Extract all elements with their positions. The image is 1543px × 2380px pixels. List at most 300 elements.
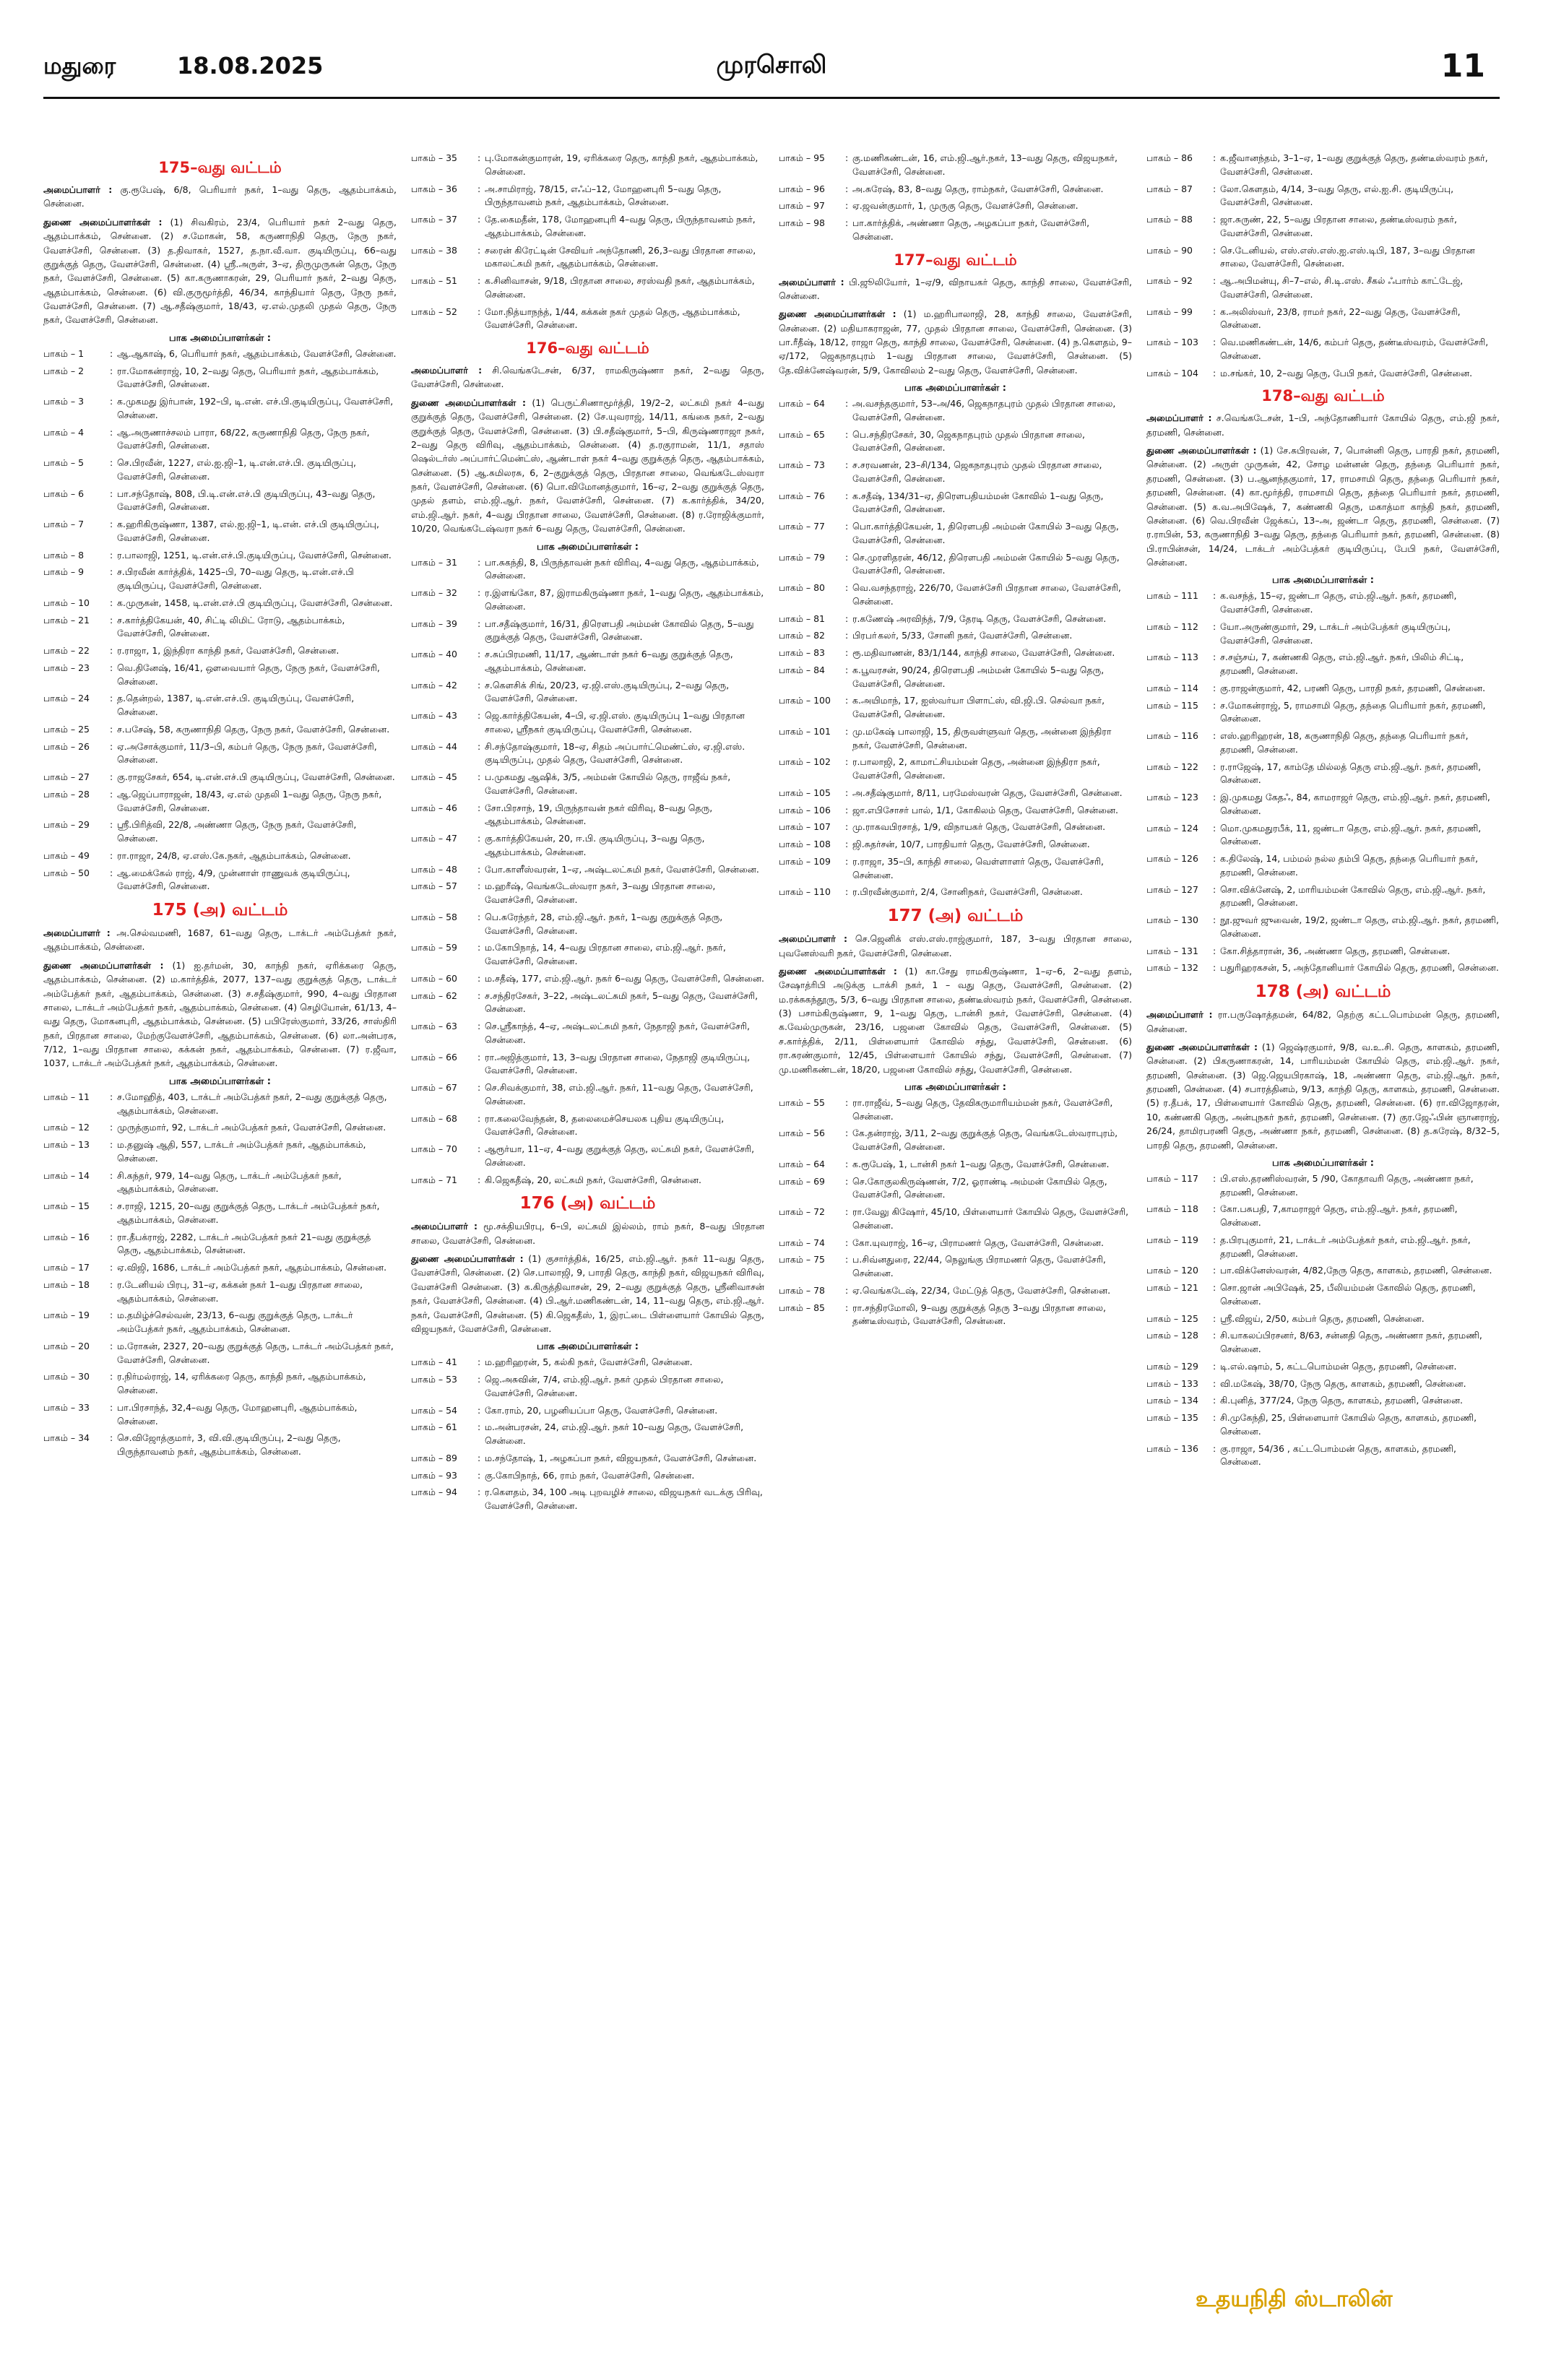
part-name-address: க.திலேஷ், 14, பம்மல் நல்ல தம்பி தெரு, தந்தை பெரியார் நகர், தரமணி, சென்னை. (1220, 853, 1479, 878)
part-row (1146, 1234, 1500, 1261)
part-row (411, 880, 764, 907)
part-label: பாகம் – 31 (411, 556, 457, 568)
part-label: பாகம் – 82 (779, 630, 825, 641)
part-label: பாகம் – 36 (411, 183, 457, 194)
colon: : (110, 519, 113, 529)
entry-text: (1) ஜெஷ்ரகுமார், 9/8, வ.உ.சி. தெரு, காளகம், தரமணி, சென்னை. (2) பிகருணாகரன், 14, பாரியம்மன் கோயில் தெரு, எம்.ஜி.ஆர். நகர், தரமணி, சென்னை. (3) ஜெ.ஜெயபிரகாஷ், 18, அண்ணா தெரு, எம்.ஜி.ஆர். நகர், தரமணி, சென்னை. (4) சபாரத்தினம், 9/13, காந்தி தெரு, காளகம், தரமணி, சென்னை. (5) ர.தீபக், 17, பிள்ளையார் கோவில் தெரு, தரமணி, சென்னை. (6) ரா.விஜோதரன், 10, கண்ணகி தெரு, அன்புநகர் நகர், தரமணி, சென்னை. (7) குர.ஜேஃபின் ஞானராஜ், 26/24, தாமிரபரணி தெரு, அண்ணா நகர், தரமணி, சென்னை. (8) த.சுரேஷ், 8/32–5, பாரதி தெரு, தரமணி, சென்னை. (1146, 1041, 1500, 1151)
colon: : (477, 1374, 481, 1385)
part-label: பாகம் – 92 (1146, 275, 1193, 286)
part-label: பாகம் – 130 (1146, 914, 1198, 926)
colon: : (845, 725, 849, 737)
colon: : (845, 152, 849, 163)
colon: : (477, 1112, 481, 1124)
part-row (779, 804, 1132, 818)
part-row (411, 274, 764, 302)
part-label: பாகம் – 16 (43, 1231, 90, 1242)
colon: : (845, 664, 849, 675)
part-label: பாகம் – 48 (411, 863, 457, 875)
colon: : (1213, 822, 1216, 834)
colon: : (477, 679, 481, 691)
part-name-address: வி.மகேஷ், 38/70, நேரு தெரு, காளகம், தரமணி, சென்னை. (1220, 1377, 1466, 1389)
part-label: பாகம் – 35 (411, 152, 457, 163)
colon: : (110, 1262, 113, 1273)
entry-text: அ.செல்வமணி, 1687, 61–வது தெரு, டாக்டர் அம்பேத்கர் நகர், ஆதம்பாக்கம், சென்னை. (43, 927, 397, 953)
organizer-entry (411, 363, 764, 391)
part-label: பாகம் – 81 (779, 613, 825, 624)
colon: : (477, 618, 481, 629)
part-row (43, 1432, 397, 1459)
part-label: பாகம் – 97 (779, 200, 825, 212)
part-row (43, 1138, 397, 1166)
colon: : (845, 200, 849, 212)
part-name-address: ஆ.ஆகாஷ், 6, பெரியார் நகர், ஆதம்பாக்கம், வேளச்சேரி, சென்னை. (117, 347, 397, 359)
colon: : (110, 1200, 113, 1211)
part-name-address: ஜெ.கார்த்திகேயன், 4–பி, ஏ.ஜி.எஸ். குடியிருப்பு 1–வது பிரதான சாலை, ஸ்ரீநகர் குடியிருப்பு, வேளச்சேரி, சென்னை. (485, 710, 745, 735)
part-label: பாகம் – 70 (411, 1143, 457, 1154)
colon: : (845, 821, 849, 833)
part-row (411, 1174, 764, 1187)
part-name-address: இ.முகமது கேதஃ, 84, காமராஜர் தெரு, எம்.ஜி.ஆர். நகர், தரமணி, சென்னை. (1220, 792, 1490, 816)
part-row (1146, 682, 1500, 696)
part-row (779, 520, 1132, 548)
part-label: பாகம் – 112 (1146, 620, 1198, 632)
part-row (43, 771, 397, 784)
part-label: பாகம் – 21 (43, 614, 90, 626)
part-name-address: ரா.சந்திரமோலி, 9–வது குறுக்குத் தெரு 3–வது பிரதான சாலை, தண்டீஸ்வரம், வேளச்சேரி, சென்னை. (852, 1302, 1107, 1327)
part-name-address: முருத்குமார், 92, டாக்டர் அம்பேத்கர் நகர், வேளச்சேரி, சென்னை. (117, 1122, 386, 1133)
part-label: பாகம் – 94 (411, 1487, 457, 1498)
part-label: பாகம் – 124 (1146, 822, 1198, 834)
signature: உதயநிதி ஸ்டாலின் (1196, 2286, 1393, 2312)
colon: : (477, 740, 481, 752)
colon: : (477, 880, 481, 892)
entry-label: துணை அமைப்பாளர்கள் : (779, 965, 897, 977)
deputy-organizers-entry (43, 215, 397, 327)
part-row (411, 709, 764, 737)
part-row (43, 456, 397, 484)
colon: : (845, 521, 849, 532)
colon: : (477, 1487, 481, 1498)
column-3 (779, 152, 1132, 2333)
part-row (411, 802, 764, 829)
part-row (411, 1373, 764, 1401)
part-label: பாகம் – 4 (43, 426, 85, 438)
entry-text: (1) ம.ஹரிபாலாஜி, 28, காந்தி சாலை, வேளச்சேரி, சென்னை. (2) மதியாகராஜன், 77, முதல் பிரதான சாலை, வேளச்சேரி, சென்னை. (3) பா.ரீதீஷ், 18/12, ராஜா தெரு, காந்தி சாலை, வேளச்சேரி, சென்னை. (4) ந.கௌதம், 9–ஏ/172, ஜெகநாதபுரம் 1–வது பிரதான சாலை, வேளச்சேரி, சென்னை. (5) தே.விக்னேஷ்வரன், 5/9, கோவிலம் 2–வது தெரு, வேளச்சேரி, சென்னை. (779, 308, 1132, 376)
part-name-address: க.வசந்த், 15–ஏ, ஜண்டா தெரு, எம்.ஜி.ஆர். நகர், தரமணி, வேளச்சேரி, சென்னை. (1220, 590, 1457, 615)
part-name-address: ஏ.ஜவன்குமார், 1, முருகு தெரு, வேளச்சேரி, சென்னை. (852, 200, 1079, 212)
part-name-address: ஆ.ஜெப்பாராஜன், 18/43, ஏ.எல் முதலி 1–வது தெரு, நேரு நகர், வேளச்சேரி, சென்னை. (117, 788, 382, 813)
part-label: பாகம் – 1 (43, 347, 85, 359)
part-row (43, 549, 397, 563)
colon: : (845, 647, 849, 659)
part-name-address: க.ஜீவானந்தம், 3–1–ஏ, 1–வது குறுக்குத் தெரு, தண்டீஸ்வரம் நகர், வேளச்சேரி, சென்னை. (1220, 152, 1488, 177)
part-row (411, 990, 764, 1017)
entry-text: (1) கா.சேது ராமகிருஷ்ணா, 1–ஏ–6, 2–வது தளம், சேஷாத்ரிபி அடுக்கு டாக்சி நகர், 1 – வது தெரு, வேளச்சேரி, சென்னை. (2) ம.ரக்சுகந்தூரு, 5/3, 6–வது பிரதான சாலை, தண்டீஸ்வரம் நகர், வேளச்சேரி, சென்னை. (3) பசாம்கிருஷ்ணா, 9, 1–வது தெரு, டான்சி நகர், வேளச்சேரி, சென்னை. (4) க.வேல்முருகன், 23/16, பஜனை கோவில் தெரு, வேளச்சேரி, சென்னை. (5) ச.கார்த்திக், 2/11, பிள்ளையார் கோவில் சந்து, வேளச்சேரி, சென்னை. (6) ரா.சுரண்குமார், 12/45, பிள்ளையார் கோயில் சந்து, வேளச்சேரி, சென்னை. (7) மு.மணிகண்டன், 18/20, பஜனை கோவில் சந்து, வேளச்சேரி, சென்னை. (779, 965, 1132, 1075)
part-name-address: ரா.அஜித்குமார், 13, 3–வது பிரதான சாலை, நேதாஜி குடியிருப்பு, வேளச்சேரி, சென்னை. (485, 1051, 751, 1076)
colon: : (845, 1302, 849, 1313)
colon: : (477, 183, 481, 194)
ward-heading: 176–வது வட்டம் (526, 339, 649, 357)
part-name-address: ம.சங்கர், 10, 2–வது தெரு, பேபி நகர், வேளச்சேரி, சென்னை. (1220, 367, 1473, 378)
part-organizers-heading: பாக அமைப்பாளர்கள் : (1272, 575, 1374, 587)
colon: : (845, 1175, 849, 1187)
part-label: பாகம் – 7 (43, 519, 85, 529)
colon: : (845, 804, 849, 815)
organizer-entry (43, 926, 397, 954)
colon: : (477, 710, 481, 721)
entry-label: அமைப்பாளர் : (779, 276, 844, 287)
colon: : (477, 972, 481, 984)
part-name-address: ரா.ராஜீவ், 5–வது தெரு, தேவிகருமாரியம்மன் நகர், வேளச்சேரி, சென்னை. (852, 1096, 1113, 1122)
colon: : (110, 396, 113, 407)
part-row (779, 1237, 1132, 1250)
part-label: பாகம் – 55 (779, 1096, 825, 1108)
colon: : (477, 863, 481, 875)
part-label: பாகம் – 38 (411, 244, 457, 256)
part-name-address: ர.கணேஷ் அரவிந்த், 7/9, தேரடி தெரு, வேளச்சேரி, சென்னை. (852, 613, 1107, 624)
part-label: பாகம் – 98 (779, 217, 825, 228)
part-name-address: ச.சுப்பிரமணி, 11/17, ஆண்டாள் நகர் 6–வது குறுக்குத் தெரு, ஆதம்பாக்கம், சென்னை. (485, 649, 733, 673)
part-name-address: ப.முகமது ஆஷிக், 3/5, அம்மன் கோயில் தெரு, ராஜீவ் நகர், வேளச்சேரி, சென்னை. (485, 771, 731, 796)
part-label: பாகம் – 73 (779, 459, 825, 471)
colon: : (1213, 652, 1216, 663)
part-name-address: கோ.யுவராஜ், 16–ஏ, பிராமணர் தெரு, வேளச்சேரி, சென்னை. (852, 1237, 1104, 1248)
part-name-address: க.சதீஷ், 134/31–ஏ, திரௌபதியம்மன் கோவில் 1–வது தெரு, வேளச்சேரி, சென்னை. (852, 490, 1104, 515)
part-name-address: மு.மகேஷ் பாலாஜி, 15, திருவள்ளுவர் தெரு, அன்னை இந்திரா நகர், வேளச்சேரி, சென்னை. (852, 725, 1112, 750)
part-name-address: பா.சந்தோஷ், 808, பி.டி.என்.எச்.பி குடியிருப்பு, 43–வது தெரு, வேளச்சேரி, சென்னை. (117, 488, 376, 513)
part-row (411, 941, 764, 969)
part-organizers-heading: பாக அமைப்பாளர்கள் : (537, 1341, 639, 1353)
part-label: பாகம் – 78 (779, 1284, 825, 1296)
part-row (43, 1231, 397, 1258)
part-label: பாகம் – 25 (43, 723, 90, 735)
colon: : (477, 771, 481, 782)
colon: : (1213, 1412, 1216, 1424)
part-name-address: க.முருகன், 1458, டி.என்.எச்.பி குடியிருப்பு, வேளச்சேரி, சென்னை. (117, 597, 393, 608)
part-row (43, 1309, 397, 1336)
part-name-address: செ.பிரவீன், 1227, எல்.ஐ.ஜி–1, டி.என்.எச்.பி. குடியிருப்பு, வேளச்சேரி, சென்னை. (117, 457, 356, 482)
part-name-address: ச.சந்திரசேகர், 3–22, அஷ்டலட்சுமி நகர், 5–வது தெரு, வேளச்சேரி, சென்னை. (485, 990, 758, 1015)
part-label: பாகம் – 19 (43, 1310, 90, 1321)
part-row (779, 199, 1132, 213)
part-row (43, 740, 397, 768)
colon: : (845, 839, 849, 850)
part-label: பாகம் – 52 (411, 306, 457, 317)
part-row (779, 629, 1132, 643)
part-label: பாகம் – 75 (779, 1254, 825, 1265)
part-organizers-heading: பாக அமைப்பாளர்கள் : (904, 1081, 1006, 1093)
colon: : (1213, 590, 1216, 602)
colon: : (110, 771, 113, 782)
part-row (779, 581, 1132, 609)
part-row (779, 1253, 1132, 1281)
part-name-address: ரா.மோகன்ராஜ், 10, 2–வது தெரு, பெரியார் நகர், ஆதம்பாக்கம், வேளச்சேரி, சென்னை. (117, 365, 379, 390)
part-name-address: மொ.முகமதுரபீக், 11, ஜண்டா தெரு, எம்.ஜி.ஆர். நகர், தரமணி, சென்னை. (1220, 822, 1482, 847)
part-name-address: ஜி.சுதர்சன், 10/7, பாரதியார் தெரு, வேளச்சேரி, சென்னை. (852, 839, 1090, 850)
colon: : (845, 1128, 849, 1139)
entry-text: (1) பெருட்சிணாமூர்த்தி, 19/2–2, லட்சுமி நகர் 4–வது குறுக்குத் தெரு, வேளச்சேரி, சென்னை. (2) சே.யுவராஜ், 14/11, கங்கை நகர், 2–வது குறுக்குத் தெரு, வேளச்சேரி, சென்னை. (3) பி.சதீஷ்குமார், 5–பி, கிருஷ்ணராஜா நகர், 2–வது தெரு விரிவு, ஆதம்பாக்கம், சென்னை. (4) த.ரகுராமன், 11/1, சதாஸ் ஷெல்டர்ஸ் அப்பார்ட்மென்ட்ஸ், ஆண்டாள் நகர் 4–வது குறுக்குத் தெரு, ஆதம்பாக்கம், சென்னை. (5) ஆ.சுமிலரசு, 6, 2–குறுக்குத் தெரு, பிரதான சாலை, வெங்கடேஸ்வரா நகர், வேளச்சேரி, சென்னை. (6) பொ.விமோனத்குமார், 16–ஏ, 2–வது குறுக்குத் தெரு, முதல் தளம், எம்.ஜி.ஆர். நகர், வேளச்சேரி, சென்னை. (7) க.கார்த்திக், 34/20, எம்.ஜி.ஆர். நகர், 4–வது பிரதான சாலை, வேளச்சேரி, சென்னை. (8) ர.ரோஜிக்குமார், 10/20, வெங்கடேஷ்வரா நகர் 6–வது தெரு, வேளச்சேரி, சென்னை. (411, 397, 764, 535)
part-row (779, 613, 1132, 626)
part-label: பாகம் – 100 (779, 695, 831, 706)
organizer-entry (779, 275, 1132, 303)
part-name-address: அ.சாமிராஜ், 78/15, எஃப்–12, மோஹனபுரி 5–வது தெரு, பிருந்தாவனம் நகர், ஆதம்பாக்கம், சென்னை. (485, 183, 722, 208)
part-row (411, 152, 764, 179)
part-name-address: ம.தனுஷ் ஆதி, 557, டாக்டர் அம்பேத்கர் நகர், ஆதம்பாக்கம், சென்னை. (117, 1139, 366, 1164)
part-name-address: ர.பாலாஜி, 2, காமாட்சியம்மன் தெரு, அன்னை இந்திரா நகர், வேளச்சேரி, சென்னை. (852, 756, 1100, 782)
colon: : (845, 1254, 849, 1265)
colon: : (845, 459, 849, 471)
part-row (779, 1302, 1132, 1329)
part-row (1146, 152, 1500, 179)
part-label: பாகம் – 17 (43, 1262, 90, 1273)
part-label: பாகம் – 86 (1146, 152, 1193, 163)
part-label: பாகம் – 102 (779, 756, 831, 768)
part-label: பாகம் – 88 (1146, 214, 1193, 225)
newspaper-name: முரசொலி (716, 51, 827, 79)
part-label: பாகம் – 105 (779, 787, 831, 798)
part-name-address: ஜா.எபிசோசர் பால், 1/1, கோகிலம் தெரு, வேளச்சேரி, சென்னை. (852, 804, 1118, 815)
colon: : (110, 365, 113, 376)
colon: : (845, 1158, 849, 1169)
part-organizers-heading: பாக அமைப்பாளர்கள் : (169, 1076, 271, 1087)
part-name-address: பா.பிரசாந்த், 32,4–வது தெரு, மோஹனபுரி, ஆதம்பாக்கம், சென்னை. (117, 1401, 358, 1427)
part-name-address: ம.சதீஷ், 177, எம்.ஜி.ஆர். நகர் 6–வது தெரு, வேளச்சேரி, சென்னை. (485, 972, 764, 984)
part-row (1146, 1394, 1500, 1408)
part-label: பாகம் – 134 (1146, 1395, 1198, 1406)
part-row (411, 863, 764, 877)
entry-label: துணை அமைப்பாளர்கள் : (411, 397, 527, 408)
part-name-address: கு.மணிகண்டன், 16, எம்.ஜி.ஆர்.நகர், 13–வது தெரு, விஜயநகர், வேளச்சேரி, சென்னை. (852, 152, 1118, 177)
part-row (779, 886, 1132, 899)
colon: : (110, 723, 113, 735)
part-name-address: ம.சந்தோஷ், 1, அழகப்பா நகர், விஜயநகர், வேளச்சேரி, சென்னை. (485, 1452, 757, 1463)
colon: : (1213, 699, 1216, 711)
article-columns (43, 152, 1500, 2333)
colon: : (110, 867, 113, 878)
part-row (43, 1200, 397, 1227)
part-row (779, 855, 1132, 883)
part-name-address: சி.முகேந்தி, 25, பிள்ளையார் கோயில் தெரு, காளகம், தரமணி, சென்னை. (1220, 1412, 1477, 1437)
part-name-address: ரா.கலைவேந்தன், 8, தலைமைச்செயலக புதிய குடியிருப்பு, வேளச்சேரி, சென்னை. (485, 1112, 725, 1138)
part-row (779, 1206, 1132, 1233)
entry-label: அமைப்பாளர் : (1146, 412, 1212, 424)
part-name-address: க.சினிவாசன், 9/18, பிரதான சாலை, சரஸ்வதி நகர், ஆதம்பாக்கம், சென்னை. (485, 275, 755, 300)
column-2 (411, 152, 764, 2333)
part-name-address: செ.டேனியல், எஸ்.எஸ்.எஸ்.ஐ.எஸ்.டிபி, 187, 3–வது பிரதான சாலை, வேளச்சேரி, சென்னை. (1220, 244, 1475, 269)
part-label: பாகம் – 23 (43, 662, 90, 673)
colon: : (110, 788, 113, 800)
part-label: பாகம் – 53 (411, 1374, 457, 1385)
part-label: பாகம் – 76 (779, 490, 825, 501)
part-name-address: ர.நிர்மல்ராஜ், 14, ஏரிக்கரை தெரு, காந்தி நகர், ஆதம்பாக்கம், சென்னை. (117, 1371, 366, 1395)
part-name-address: செ.ஸ்ரீகாந்த், 4–ஏ, அஷ்டலட்சுமி நகர், நேதாஜி நகர், வேளச்சேரி, சென்னை. (485, 1021, 751, 1045)
part-label: பாகம் – 67 (411, 1082, 457, 1093)
part-label: பாகம் – 60 (411, 972, 457, 984)
header-rule (43, 97, 1500, 99)
part-label: பாகம் – 69 (779, 1175, 825, 1187)
part-row (1146, 1172, 1500, 1200)
part-row (43, 347, 397, 361)
part-organizers-heading: பாக அமைப்பாளர்கள் : (1272, 1157, 1374, 1169)
part-name-address: பா.கார்த்திக், அண்ணா தெரு, அழகப்பா நகர், வேளச்சேரி, சென்னை. (852, 217, 1090, 242)
part-row (779, 821, 1132, 834)
part-label: பாகம் – 123 (1146, 792, 1198, 803)
colon: : (477, 306, 481, 317)
colon: : (1213, 1265, 1216, 1276)
part-label: பாகம் – 115 (1146, 699, 1198, 711)
colon: : (845, 1237, 849, 1248)
part-name-address: ர.ராஜா, 35–பி, காந்தி சாலை, வெள்ளாளர் தெரு, வேளச்சேரி, சென்னை. (852, 855, 1104, 880)
part-row (1146, 945, 1500, 959)
colon: : (1213, 1203, 1216, 1215)
colon: : (1213, 1330, 1216, 1341)
part-label: பாகம் – 116 (1146, 730, 1198, 742)
part-row (1146, 183, 1500, 210)
part-row (43, 395, 397, 423)
part-label: பாகம் – 30 (43, 1371, 90, 1382)
part-row (1146, 274, 1500, 302)
part-label: பாகம் – 46 (411, 802, 457, 813)
colon: : (1213, 244, 1216, 256)
part-label: பாகம் – 104 (1146, 367, 1198, 378)
part-name-address: பதுரிஹரகசன், 5, அந்தோனியார் கோயில் தெரு, தரமணி, சென்னை. (1220, 962, 1499, 974)
colon: : (845, 428, 849, 440)
colon: : (110, 614, 113, 626)
part-label: பாகம் – 58 (411, 911, 457, 922)
entry-label: துணை அமைப்பாளர்கள் : (779, 308, 896, 320)
part-name-address: வெ.மணிகண்டன், 14/6, கம்பர் தெரு, தண்டீஸ்வரம், வேளச்சேரி, சென்னை. (1220, 337, 1489, 361)
part-label: பாகம் – 12 (43, 1122, 90, 1133)
part-label: பாகம் – 109 (779, 855, 831, 867)
part-row (779, 694, 1132, 722)
part-label: பாகம் – 121 (1146, 1282, 1198, 1294)
part-label: பாகம் – 95 (779, 152, 825, 163)
part-label: பாகம் – 49 (43, 849, 90, 861)
part-row (43, 426, 397, 454)
part-row (411, 306, 764, 333)
organizer-entry (411, 1219, 764, 1247)
part-name-address: பெ.சந்திரசேகர், 30, ஜெகநாதபுரம் முதல் பிரதான சாலை, வேளச்சேரி, சென்னை. (852, 428, 1086, 454)
colon: : (845, 1284, 849, 1296)
part-name-address: செ.முரளிதரன், 46/12, திரௌபதி அம்மன் கோயில் 5–வது தெரு, வேளச்சேரி, சென்னை. (852, 551, 1120, 576)
entry-label: அமைப்பாளர் : (43, 184, 113, 195)
part-name-address: க.ரூபேஷ், 1, டான்சி நகர் 1–வது தெரு, வேளச்சேரி, சென்னை. (852, 1158, 1110, 1169)
part-label: பாகம் – 107 (779, 821, 831, 833)
part-name-address: ரா.வேலு கிஷோர், 45/10, பிள்ளையார் கோயில் தெரு, வேளச்சேரி, சென்னை. (852, 1206, 1129, 1231)
part-label: பாகம் – 2 (43, 365, 85, 376)
colon: : (477, 152, 481, 163)
part-label: பாகம் – 110 (779, 886, 831, 898)
part-name-address: கோ.ராம், 20, பழனியப்பா தெரு, வேளச்சேரி, சென்னை. (485, 1404, 718, 1416)
part-name-address: க.அயிமாந், 17, ஐஸ்வர்யா பிளாட்ஸ், வி.ஜி.பி. செல்வா நகர், வேளச்சேரி, சென்னை. (852, 695, 1105, 720)
part-label: பாகம் – 10 (43, 597, 90, 608)
colon: : (477, 802, 481, 813)
part-label: பாகம் – 80 (779, 582, 825, 594)
part-name-address: க.அலிஸ்வர், 23/8, ராமர் நகர், 22–வது தெரு, வேளச்சேரி, சென்னை. (1220, 306, 1461, 331)
colon: : (477, 649, 481, 659)
part-name-address: அ.சுரேஷ், 83, 8–வது தெரு, ராம்நகர், வேளச்சேரி, சென்னை. (852, 183, 1104, 194)
page-number: 11 (1440, 48, 1485, 85)
part-row (411, 648, 764, 675)
part-row (1146, 367, 1500, 381)
part-name-address: ச.சரவணன், 23–சி/134, ஜெகநாதபுரம் முதல் பிரதான சாலை, வேளச்சேரி, சென்னை. (852, 459, 1102, 484)
part-row (1146, 589, 1500, 617)
part-name-address: ர.இளங்கோ, 87, இராமகிருஷ்ணா நகர், 1–வது தெரு, ஆதம்பாக்கம், சென்னை. (485, 587, 764, 612)
part-label: பாகம் – 72 (779, 1206, 825, 1218)
part-name-address: பா.விக்னேஸ்வரன், 4/82,நேரு தெரு, காளகம், தரமணி, சென்னை. (1220, 1265, 1492, 1276)
part-label: பாகம் – 119 (1146, 1234, 1198, 1245)
part-label: பாகம் – 122 (1146, 761, 1198, 772)
part-organizers-heading: பாக அமைப்பாளர்கள் : (904, 383, 1006, 394)
part-name-address: ர.ராஜா, 1, இந்திரா காந்தி நகர், வேளச்சேரி, சென்னை. (117, 645, 340, 656)
part-name-address: ர.பிரவீன்குமார், 2/4, சோனிநகர், வேளச்சேரி, சென்னை. (852, 886, 1083, 898)
deputy-organizers-entry (411, 1252, 764, 1336)
colon: : (110, 1340, 113, 1351)
header-city: மதுரை (43, 52, 116, 79)
part-name-address: எஸ்.ஹரிஹரன், 18, கருணாநிதி தெரு, தந்தை பெரியார் நகர், தரமணி, சென்னை. (1220, 730, 1469, 755)
part-name-address: ச.மோகன்ராஜ், 5, ராமசாமி தெரு, தந்தை பெரியார் நகர், தரமணி, சென்னை. (1220, 699, 1486, 724)
colon: : (110, 645, 113, 656)
part-name-address: ஸ்ரீ.பிரித்வி, 22/8, அண்ணா தெரு, நேரு நகர், வேளச்சேரி, சென்னை. (117, 819, 357, 844)
part-label: பாகம் – 20 (43, 1340, 90, 1351)
part-label: பாகம் – 63 (411, 1021, 457, 1031)
part-label: பாகம் – 108 (779, 839, 831, 850)
column-4 (1146, 152, 1500, 2333)
part-name-address: ச.கௌசிக் சிங், 20/23, ஏ.ஜி.எஸ்.குடியிருப்பு, 2–வது தெரு, வேளச்சேரி, சென்னை. (485, 679, 730, 704)
part-row (411, 1356, 764, 1369)
part-name-address: லோ.கௌதம், 4/14, 3–வது தெரு, எல்.ஐ.சி. குடியிருப்பு, வேளச்சேரி, சென்னை. (1220, 183, 1454, 208)
colon: : (110, 849, 113, 861)
colon: : (1213, 730, 1216, 742)
colon: : (477, 1469, 481, 1481)
colon: : (845, 183, 849, 194)
part-row (43, 1278, 397, 1306)
part-name-address: ர.கௌதம், 34, 100 அடி புறவழிச் சாலை, விஜயநகர் வடக்கு பிரிவு, வேளச்சேரி, சென்னை. (485, 1487, 763, 1511)
part-row (779, 1158, 1132, 1172)
part-label: பாகம் – 45 (411, 771, 457, 782)
part-name-address: த.தென்றல், 1387, டி.என்.எச்.பி. குடியிருப்பு, வேளச்சேரி, சென்னை. (117, 693, 355, 717)
part-label: பாகம் – 62 (411, 990, 457, 1001)
colon: : (1213, 337, 1216, 347)
colon: : (477, 1082, 481, 1093)
part-label: பாகம் – 24 (43, 693, 90, 704)
part-name-address: பு.மோகன்குமாரன், 19, ஏரிக்கரை தெரு, காந்தி நகர், ஆதம்பாக்கம், சென்னை. (485, 152, 758, 177)
part-name-address: பெ.சுரேந்தர், 28, எம்.ஜி.ஆர். நகர், 1–வது குறுக்குத் தெரு, வேளச்சேரி, சென்னை. (485, 911, 723, 936)
part-row (43, 1340, 397, 1367)
part-label: பாகம் – 135 (1146, 1412, 1198, 1424)
colon: : (1213, 1395, 1216, 1406)
part-row (779, 551, 1132, 579)
colon: : (1213, 1312, 1216, 1324)
part-name-address: ம.தமிழ்ச்செல்வன், 23/13, 6–வது குறுக்குத் தெரு, டாக்டர் அம்பேத்கர் நகர், ஆதம்பாக்கம், சென்னை. (117, 1310, 353, 1334)
colon: : (1213, 761, 1216, 772)
part-label: பாகம் – 28 (43, 788, 90, 800)
colon: : (845, 756, 849, 768)
part-name-address: பொ.கார்த்திகேயன், 1, திரௌபதி அம்மன் கோயில் 3–வது தெரு, வேளச்சேரி, சென்னை. (852, 521, 1119, 545)
entry-text: பி.ஜூலியோர், 1–ஏ/9, விநாயகர் தெரு, காந்தி சாலை, வேளச்சேரி, சென்னை. (779, 276, 1132, 301)
part-row (43, 1169, 397, 1197)
colon: : (1213, 962, 1216, 974)
part-label: பாகம் – 32 (411, 587, 457, 598)
part-row (1146, 1329, 1500, 1356)
part-name-address: ஏ.அசோக்குமார், 11/3–பி, கம்பர் தெரு, நேரு நகர், வேளச்சேரி, சென்னை. (117, 740, 377, 766)
part-row (779, 787, 1132, 800)
organizer-entry (1146, 1008, 1500, 1036)
part-row (779, 217, 1132, 244)
part-row (779, 183, 1132, 196)
part-label: பாகம் – 27 (43, 771, 90, 782)
part-name-address: ச.பிரவீன் கார்த்திக், 1425–பி, 70–வது தெரு, டி.என்.எச்.பி குடியிருப்பு, வேளச்சேரி, சென்னை. (117, 566, 354, 591)
